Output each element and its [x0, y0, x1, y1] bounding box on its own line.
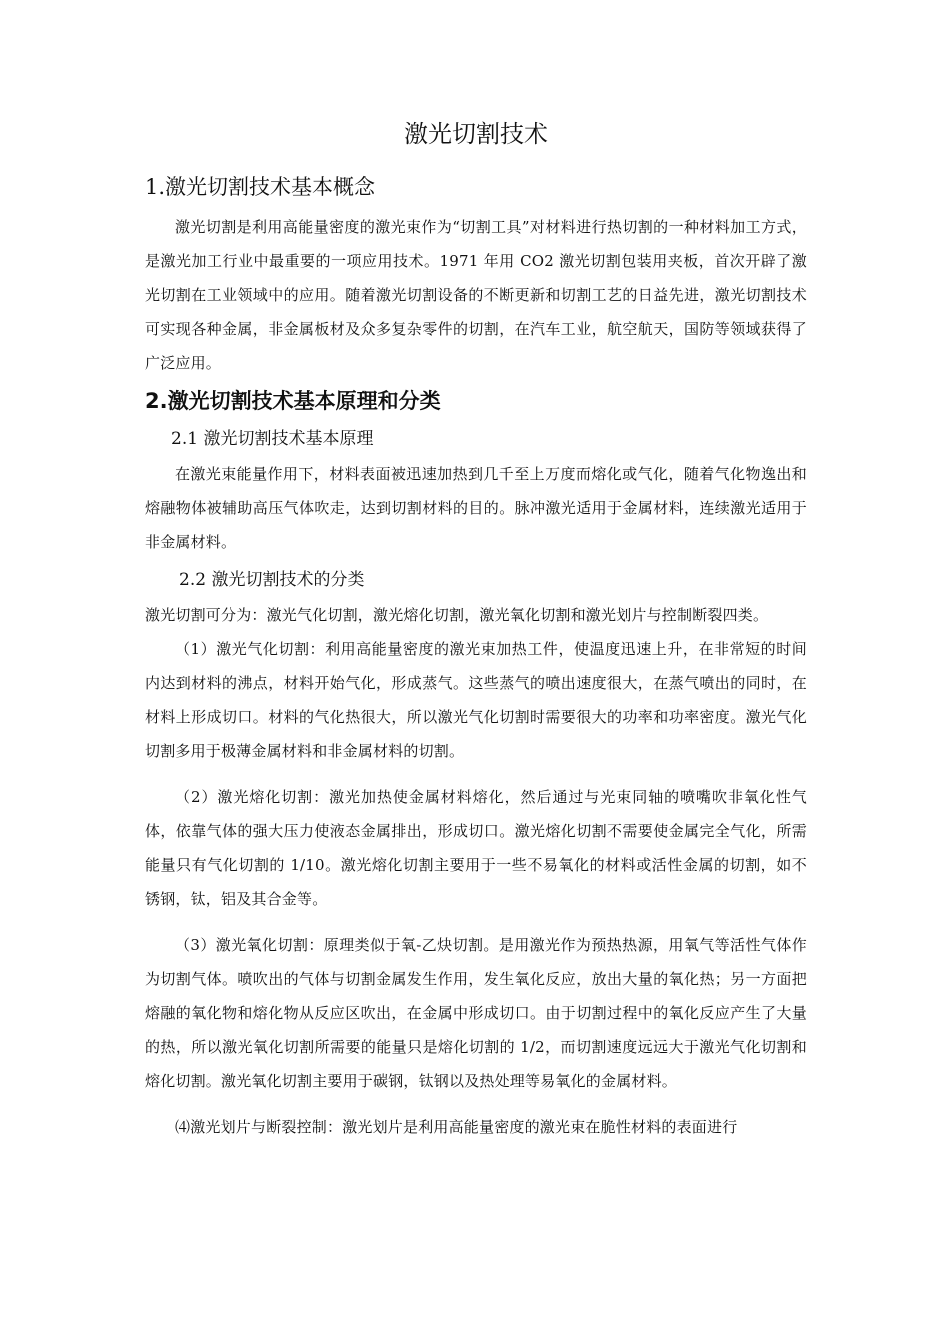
section-2-heading: 2.激光切割技术基本原理和分类 — [145, 389, 441, 413]
classification-item-3: （3）激光氧化切割：原理类似于氧-乙炔切割。是用激光作为预热热源，用氧气等活性气体作为切割气体。喷吹出的气体与切割金属发生作用，发生氧化反应，放出大量的氧化热；另一方面把熔融的氧化物和熔化物从反应区吹出，在金属中形成切口。由于切割过程中的氧化反应产生了大量的热，所以激光氧化切割所需要的能量只是熔化切割的 1/2，而切割速度远远大于激光气化切割和熔化切割。激光氧化切割主要用于碳钢，钛钢以及热处理等易氧化的金属材料。 — [145, 936, 807, 1090]
section-2-2-heading: 2.2 激光切割技术的分类 — [179, 570, 365, 590]
classification-item-4: ⑷激光划片与断裂控制：激光划片是利用高能量密度的激光束在脆性材料的表面进行 — [175, 1118, 738, 1136]
section-2-1-paragraph: 在激光束能量作用下，材料表面被迅速加热到几千至上万度而熔化或气化，随着气化物逸出和熔融物体被辅助高压气体吹走，达到切割材料的目的。脉冲激光适用于金属材料，连续激光适用于非金属材料。 — [145, 465, 807, 551]
classification-item-1: （1）激光气化切割：利用高能量密度的激光束加热工件，使温度迅速上升，在非常短的时间内达到材料的沸点，材料开始气化，形成蒸气。这些蒸气的喷出速度很大，在蒸气喷出的同时，在材料上形成切口。材料的气化热很大，所以激光气化切割时需要很大的功率和功率密度。激光气化切割多用于极薄金属材料和非金属材料的切割。 — [145, 640, 807, 760]
classification-item-2: （2）激光熔化切割：激光加热使金属材料熔化，然后通过与光束同轴的喷嘴吹非氧化性气体，依靠气体的强大压力使液态金属排出，形成切口。激光熔化切割不需要使金属完全气化，所需能量只有气化切割的 1/10。激光熔化切割主要用于一些不易氧化的材料或活性金属的切割，如不锈钢，钛，铝及其合金等。 — [145, 788, 807, 908]
section-2-1-heading: 2.1 激光切割技术基本原理 — [171, 429, 374, 449]
section-1-heading: 1.激光切割技术基本概念 — [145, 175, 376, 199]
document-title: 激光切割技术 — [404, 120, 548, 148]
section-2-2-intro: 激光切割可分为：激光气化切割，激光熔化切割，激光氧化切割和激光划片与控制断裂四类。 — [145, 606, 769, 624]
section-1-paragraph: 激光切割是利用高能量密度的激光束作为“切割工具”对材料进行热切割的一种材料加工方式，是激光加工行业中最重要的一项应用技术。1971 年用 CO2 激光切割包装用夹板，首次开辟了激光切割在工业领域中的应用。随着激光切割设备的不断更新和切割工艺的日益先进，激光切割技术可实现各种金属，非金属板材及众多复杂零件的切割，在汽车工业，航空航天，国防等领域获得了广泛应用。 — [145, 218, 807, 372]
